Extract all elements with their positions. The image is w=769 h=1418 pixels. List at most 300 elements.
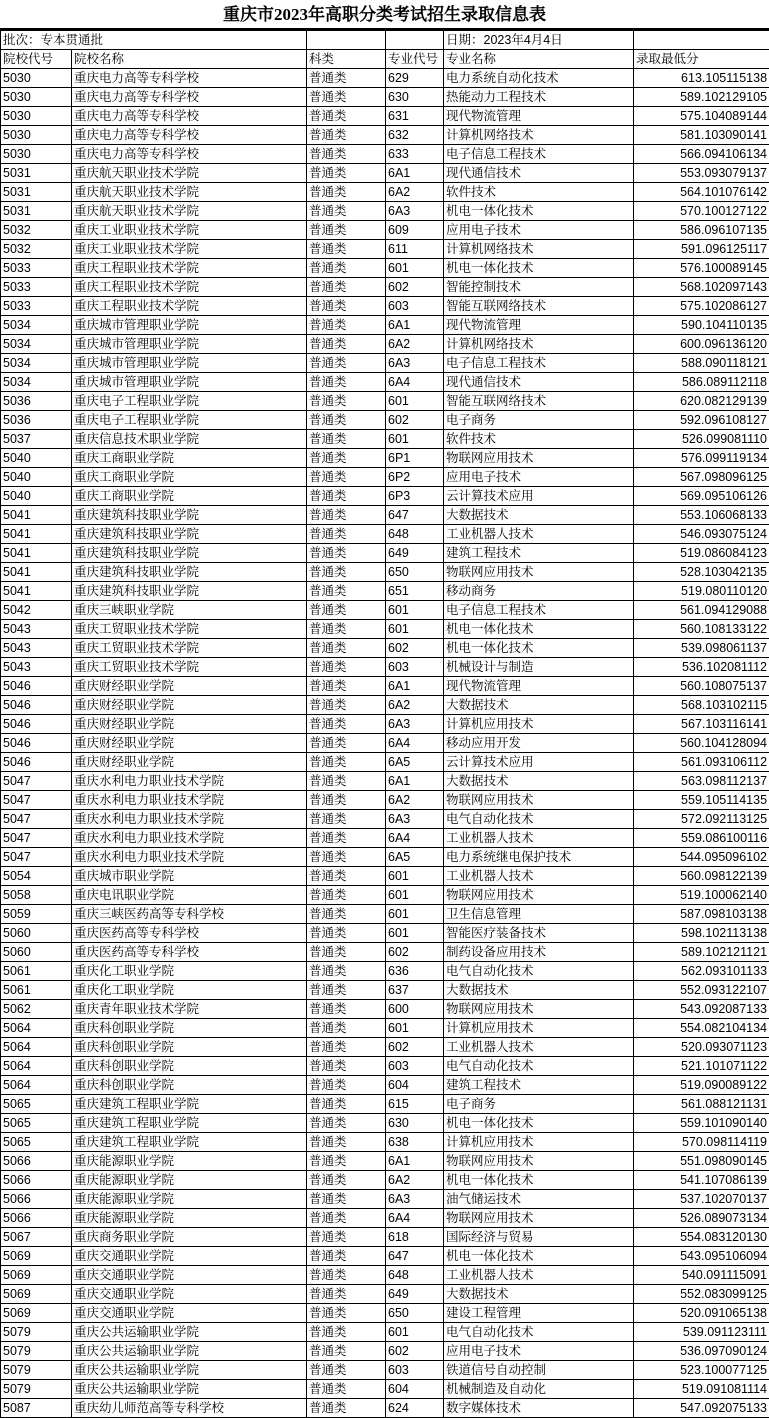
table-row xyxy=(1,1114,769,1133)
table-row xyxy=(1,962,769,981)
cell-school_name: 重庆交通职业学院 xyxy=(72,1247,307,1266)
cell-major_code: 601 xyxy=(386,620,444,639)
cell-school_name: 重庆工程职业技术学院 xyxy=(72,297,307,316)
cell-min_score: 575.102086127 xyxy=(634,297,769,316)
cell-major_name: 计算机网络技术 xyxy=(444,335,634,354)
cell-school_name: 重庆电力高等专科学校 xyxy=(72,107,307,126)
cell-min_score: 554.082104134 xyxy=(634,1019,769,1038)
cell-min_score: 559.086100116 xyxy=(634,829,769,848)
cell-major_code: 6A1 xyxy=(386,772,444,791)
date-label: 日期：2023年4月4日 xyxy=(444,31,634,50)
cell-major_code: 629 xyxy=(386,69,444,88)
cell-major_name: 现代通信技术 xyxy=(444,164,634,183)
cell-category: 普通类 xyxy=(307,335,386,354)
cell-major_code: 6A1 xyxy=(386,164,444,183)
table-row xyxy=(1,1209,769,1228)
cell-school_code: 5069 xyxy=(1,1285,72,1304)
cell-min_score: 590.104110135 xyxy=(634,316,769,335)
cell-major_name: 国际经济与贸易 xyxy=(444,1228,634,1247)
cell-school_code: 5046 xyxy=(1,715,72,734)
table-row xyxy=(1,1133,769,1152)
table-row xyxy=(1,221,769,240)
table-row xyxy=(1,1304,769,1323)
cell-school_code: 5033 xyxy=(1,297,72,316)
cell-category: 普通类 xyxy=(307,221,386,240)
cell-school_code: 5064 xyxy=(1,1057,72,1076)
cell-school_name: 重庆电子工程职业学院 xyxy=(72,411,307,430)
cell-major_code: 602 xyxy=(386,1038,444,1057)
cell-major_code: 638 xyxy=(386,1133,444,1152)
table-row xyxy=(1,734,769,753)
table-row xyxy=(1,639,769,658)
cell-major_name: 移动商务 xyxy=(444,582,634,601)
cell-min_score: 519.100062140 xyxy=(634,886,769,905)
cell-school_name: 重庆工程职业技术学院 xyxy=(72,278,307,297)
cell-major_name: 计算机网络技术 xyxy=(444,240,634,259)
cell-school_code: 5054 xyxy=(1,867,72,886)
cell-category: 普通类 xyxy=(307,544,386,563)
table-row xyxy=(1,544,769,563)
cell-major_name: 电力系统自动化技术 xyxy=(444,69,634,88)
table-row xyxy=(1,1247,769,1266)
table-row xyxy=(1,943,769,962)
cell-min_score: 589.102129105 xyxy=(634,88,769,107)
cell-category: 普通类 xyxy=(307,1095,386,1114)
cell-major_name: 智能互联网络技术 xyxy=(444,392,634,411)
cell-category: 普通类 xyxy=(307,715,386,734)
cell-category: 普通类 xyxy=(307,867,386,886)
cell-school_code: 5064 xyxy=(1,1076,72,1095)
cell-major_code: 637 xyxy=(386,981,444,1000)
cell-school_code: 5036 xyxy=(1,411,72,430)
table-row xyxy=(1,487,769,506)
cell-school_name: 重庆电子工程职业学院 xyxy=(72,392,307,411)
cell-school_code: 5064 xyxy=(1,1019,72,1038)
cell-major_code: 6A2 xyxy=(386,1171,444,1190)
cell-category: 普通类 xyxy=(307,145,386,164)
cell-category: 普通类 xyxy=(307,1057,386,1076)
cell-school_code: 5034 xyxy=(1,354,72,373)
cell-school_name: 重庆信息技术职业学院 xyxy=(72,430,307,449)
cell-school_code: 5047 xyxy=(1,810,72,829)
table-row xyxy=(1,449,769,468)
cell-major_name: 物联网应用技术 xyxy=(444,563,634,582)
cell-major_code: 6A3 xyxy=(386,1190,444,1209)
cell-school_name: 重庆电力高等专科学校 xyxy=(72,88,307,107)
cell-school_name: 重庆航天职业技术学院 xyxy=(72,164,307,183)
cell-category: 普通类 xyxy=(307,639,386,658)
cell-major_name: 云计算技术应用 xyxy=(444,753,634,772)
cell-major_name: 软件技术 xyxy=(444,183,634,202)
cell-major_name: 移动应用开发 xyxy=(444,734,634,753)
cell-major_name: 工业机器人技术 xyxy=(444,525,634,544)
cell-major_code: 631 xyxy=(386,107,444,126)
cell-major_code: 602 xyxy=(386,278,444,297)
cell-category: 普通类 xyxy=(307,601,386,620)
cell-category: 普通类 xyxy=(307,791,386,810)
cell-category: 普通类 xyxy=(307,962,386,981)
cell-school_name: 重庆水利电力职业技术学院 xyxy=(72,848,307,867)
table-row xyxy=(1,1266,769,1285)
cell-min_score: 541.107086139 xyxy=(634,1171,769,1190)
cell-school_name: 重庆城市管理职业学院 xyxy=(72,373,307,392)
table-row xyxy=(1,468,769,487)
cell-category: 普通类 xyxy=(307,430,386,449)
cell-category: 普通类 xyxy=(307,981,386,1000)
cell-school_code: 5033 xyxy=(1,278,72,297)
cell-school_name: 重庆科创职业学院 xyxy=(72,1019,307,1038)
cell-school_code: 5043 xyxy=(1,658,72,677)
cell-major_code: 601 xyxy=(386,924,444,943)
table-row xyxy=(1,259,769,278)
cell-school_name: 重庆能源职业学院 xyxy=(72,1171,307,1190)
column-header-school_name: 院校名称 xyxy=(72,50,307,69)
cell-min_score: 552.093122107 xyxy=(634,981,769,1000)
cell-major_code: 601 xyxy=(386,430,444,449)
cell-category: 普通类 xyxy=(307,848,386,867)
cell-school_name: 重庆工商职业学院 xyxy=(72,487,307,506)
cell-major_code: 632 xyxy=(386,126,444,145)
cell-school_name: 重庆建筑科技职业学院 xyxy=(72,563,307,582)
cell-major_name: 大数据技术 xyxy=(444,696,634,715)
cell-major_name: 工业机器人技术 xyxy=(444,867,634,886)
cell-major_code: 602 xyxy=(386,943,444,962)
cell-min_score: 568.102097143 xyxy=(634,278,769,297)
cell-major_code: 6A4 xyxy=(386,373,444,392)
cell-category: 普通类 xyxy=(307,1152,386,1171)
cell-major_code: 648 xyxy=(386,525,444,544)
table-row xyxy=(1,620,769,639)
table-row xyxy=(1,278,769,297)
cell-school_name: 重庆医药高等专科学校 xyxy=(72,943,307,962)
cell-school_code: 5042 xyxy=(1,601,72,620)
cell-school_code: 5060 xyxy=(1,924,72,943)
table-row xyxy=(1,506,769,525)
cell-school_name: 重庆公共运输职业学院 xyxy=(72,1380,307,1399)
cell-category: 普通类 xyxy=(307,164,386,183)
cell-min_score: 547.092075133 xyxy=(634,1399,769,1418)
cell-min_score: 536.097090124 xyxy=(634,1342,769,1361)
cell-min_score: 552.083099125 xyxy=(634,1285,769,1304)
cell-major_name: 云计算技术应用 xyxy=(444,487,634,506)
cell-school_code: 5030 xyxy=(1,145,72,164)
cell-category: 普通类 xyxy=(307,126,386,145)
cell-school_code: 5040 xyxy=(1,487,72,506)
cell-major_code: 630 xyxy=(386,88,444,107)
cell-major_code: 6A5 xyxy=(386,848,444,867)
cell-major_code: 630 xyxy=(386,1114,444,1133)
cell-school_code: 5041 xyxy=(1,582,72,601)
cell-category: 普通类 xyxy=(307,1285,386,1304)
cell-major_name: 计算机应用技术 xyxy=(444,1019,634,1038)
table-row xyxy=(1,1399,769,1418)
cell-min_score: 536.102081112 xyxy=(634,658,769,677)
cell-min_score: 519.090089122 xyxy=(634,1076,769,1095)
cell-min_score: 569.095106126 xyxy=(634,487,769,506)
cell-category: 普通类 xyxy=(307,924,386,943)
cell-category: 普通类 xyxy=(307,411,386,430)
cell-school_code: 5043 xyxy=(1,639,72,658)
cell-major_name: 机电一体化技术 xyxy=(444,1247,634,1266)
cell-min_score: 523.100077125 xyxy=(634,1361,769,1380)
cell-school_name: 重庆水利电力职业技术学院 xyxy=(72,791,307,810)
cell-school_code: 5046 xyxy=(1,734,72,753)
cell-school_code: 5034 xyxy=(1,335,72,354)
cell-min_score: 560.098122139 xyxy=(634,867,769,886)
cell-school_name: 重庆建筑科技职业学院 xyxy=(72,525,307,544)
cell-school_name: 重庆科创职业学院 xyxy=(72,1057,307,1076)
cell-category: 普通类 xyxy=(307,1323,386,1342)
cell-category: 普通类 xyxy=(307,506,386,525)
cell-school_name: 重庆三峡职业学院 xyxy=(72,601,307,620)
cell-min_score: 560.108075137 xyxy=(634,677,769,696)
table-row xyxy=(1,1323,769,1342)
cell-school_name: 重庆建筑科技职业学院 xyxy=(72,544,307,563)
cell-school_name: 重庆财经职业学院 xyxy=(72,715,307,734)
table-row xyxy=(1,1038,769,1057)
cell-school_name: 重庆航天职业技术学院 xyxy=(72,183,307,202)
cell-major_name: 电力系统继电保护技术 xyxy=(444,848,634,867)
cell-major_code: 6A3 xyxy=(386,715,444,734)
cell-school_name: 重庆财经职业学院 xyxy=(72,753,307,772)
cell-school_code: 5065 xyxy=(1,1114,72,1133)
cell-school_name: 重庆工程职业技术学院 xyxy=(72,259,307,278)
cell-major_code: 649 xyxy=(386,1285,444,1304)
cell-major_code: 601 xyxy=(386,392,444,411)
cell-category: 普通类 xyxy=(307,943,386,962)
cell-category: 普通类 xyxy=(307,696,386,715)
cell-major_name: 机电一体化技术 xyxy=(444,1171,634,1190)
cell-category: 普通类 xyxy=(307,620,386,639)
table-row xyxy=(1,392,769,411)
cell-category: 普通类 xyxy=(307,468,386,487)
table-row xyxy=(1,183,769,202)
cell-category: 普通类 xyxy=(307,354,386,373)
cell-major_name: 物联网应用技术 xyxy=(444,886,634,905)
cell-school_code: 5046 xyxy=(1,753,72,772)
cell-major_name: 现代物流管理 xyxy=(444,107,634,126)
cell-major_code: 647 xyxy=(386,1247,444,1266)
cell-min_score: 567.103116141 xyxy=(634,715,769,734)
cell-school_code: 5031 xyxy=(1,202,72,221)
cell-min_score: 539.091123111 xyxy=(634,1323,769,1342)
cell-school_name: 重庆工业职业技术学院 xyxy=(72,240,307,259)
cell-min_score: 613.105115138 xyxy=(634,69,769,88)
cell-major_code: 6A1 xyxy=(386,316,444,335)
cell-min_score: 567.098096125 xyxy=(634,468,769,487)
cell-min_score: 576.099119134 xyxy=(634,449,769,468)
cell-school_name: 重庆航天职业技术学院 xyxy=(72,202,307,221)
cell-major_code: 6P2 xyxy=(386,468,444,487)
cell-school_code: 5087 xyxy=(1,1399,72,1418)
cell-major_code: 6A1 xyxy=(386,677,444,696)
cell-major_name: 机电一体化技术 xyxy=(444,620,634,639)
cell-min_score: 563.098112137 xyxy=(634,772,769,791)
cell-major_code: 601 xyxy=(386,1323,444,1342)
cell-category: 普通类 xyxy=(307,259,386,278)
cell-category: 普通类 xyxy=(307,373,386,392)
cell-min_score: 588.090118121 xyxy=(634,354,769,373)
cell-school_code: 5041 xyxy=(1,563,72,582)
cell-major_code: 6A2 xyxy=(386,183,444,202)
cell-major_code: 611 xyxy=(386,240,444,259)
cell-major_code: 6A2 xyxy=(386,791,444,810)
cell-school_code: 5047 xyxy=(1,829,72,848)
cell-min_score: 587.098103138 xyxy=(634,905,769,924)
cell-major_code: 615 xyxy=(386,1095,444,1114)
table-row xyxy=(1,715,769,734)
cell-category: 普通类 xyxy=(307,1038,386,1057)
cell-major_name: 物联网应用技术 xyxy=(444,1152,634,1171)
cell-min_score: 586.096107135 xyxy=(634,221,769,240)
cell-major_code: 6A3 xyxy=(386,810,444,829)
cell-major_name: 物联网应用技术 xyxy=(444,1000,634,1019)
cell-school_code: 5034 xyxy=(1,316,72,335)
cell-category: 普通类 xyxy=(307,392,386,411)
cell-min_score: 553.106068133 xyxy=(634,506,769,525)
cell-category: 普通类 xyxy=(307,240,386,259)
cell-school_code: 5079 xyxy=(1,1361,72,1380)
cell-major_code: 604 xyxy=(386,1076,444,1095)
cell-category: 普通类 xyxy=(307,1076,386,1095)
cell-major_name: 电子信息工程技术 xyxy=(444,145,634,164)
table-row xyxy=(1,981,769,1000)
cell-min_score: 559.101090140 xyxy=(634,1114,769,1133)
cell-major_name: 机电一体化技术 xyxy=(444,639,634,658)
cell-min_score: 526.089073134 xyxy=(634,1209,769,1228)
cell-major_code: 6A4 xyxy=(386,829,444,848)
cell-category: 普通类 xyxy=(307,107,386,126)
cell-min_score: 561.088121131 xyxy=(634,1095,769,1114)
table-row xyxy=(1,1171,769,1190)
cell-school_name: 重庆建筑工程职业学院 xyxy=(72,1114,307,1133)
cell-category: 普通类 xyxy=(307,1342,386,1361)
cell-major_name: 智能医疗装备技术 xyxy=(444,924,634,943)
cell-school_code: 5061 xyxy=(1,981,72,1000)
cell-major_code: 6A4 xyxy=(386,734,444,753)
cell-major_code: 601 xyxy=(386,259,444,278)
cell-school_code: 5040 xyxy=(1,449,72,468)
cell-school_code: 5040 xyxy=(1,468,72,487)
cell-min_score: 520.093071123 xyxy=(634,1038,769,1057)
cell-school_name: 重庆财经职业学院 xyxy=(72,677,307,696)
table-row xyxy=(1,335,769,354)
cell-school_name: 重庆城市管理职业学院 xyxy=(72,335,307,354)
cell-school_code: 5031 xyxy=(1,183,72,202)
table-row xyxy=(1,525,769,544)
cell-category: 普通类 xyxy=(307,1209,386,1228)
cell-major_name: 电气自动化技术 xyxy=(444,962,634,981)
cell-school_code: 5066 xyxy=(1,1209,72,1228)
cell-category: 普通类 xyxy=(307,1019,386,1038)
cell-major_code: 648 xyxy=(386,1266,444,1285)
cell-school_code: 5037 xyxy=(1,430,72,449)
cell-major_code: 6A5 xyxy=(386,753,444,772)
cell-major_code: 600 xyxy=(386,1000,444,1019)
cell-school_code: 5069 xyxy=(1,1304,72,1323)
cell-school_code: 5047 xyxy=(1,848,72,867)
table-row xyxy=(1,1057,769,1076)
cell-min_score: 570.100127122 xyxy=(634,202,769,221)
cell-major_name: 卫生信息管理 xyxy=(444,905,634,924)
cell-school_name: 重庆电力高等专科学校 xyxy=(72,69,307,88)
cell-school_code: 5043 xyxy=(1,620,72,639)
table-row xyxy=(1,1285,769,1304)
cell-school_code: 5031 xyxy=(1,164,72,183)
cell-major_name: 制药设备应用技术 xyxy=(444,943,634,962)
cell-school_name: 重庆幼儿师范高等专科学校 xyxy=(72,1399,307,1418)
cell-school_code: 5041 xyxy=(1,506,72,525)
table-row xyxy=(1,829,769,848)
cell-school_name: 重庆工贸职业技术学院 xyxy=(72,639,307,658)
cell-min_score: 559.105114135 xyxy=(634,791,769,810)
cell-category: 普通类 xyxy=(307,449,386,468)
table-row xyxy=(1,1095,769,1114)
cell-major_code: 603 xyxy=(386,1057,444,1076)
cell-min_score: 598.102113138 xyxy=(634,924,769,943)
cell-category: 普通类 xyxy=(307,1361,386,1380)
cell-major_code: 6A2 xyxy=(386,335,444,354)
cell-school_name: 重庆工业职业技术学院 xyxy=(72,221,307,240)
cell-min_score: 543.092087133 xyxy=(634,1000,769,1019)
cell-major_name: 热能动力工程技术 xyxy=(444,88,634,107)
cell-school_code: 5046 xyxy=(1,677,72,696)
cell-major_code: 601 xyxy=(386,886,444,905)
cell-school_name: 重庆能源职业学院 xyxy=(72,1190,307,1209)
cell-min_score: 537.102070137 xyxy=(634,1190,769,1209)
table-row xyxy=(1,886,769,905)
cell-category: 普通类 xyxy=(307,1266,386,1285)
table-row xyxy=(1,430,769,449)
cell-category: 普通类 xyxy=(307,1133,386,1152)
cell-min_score: 576.100089145 xyxy=(634,259,769,278)
cell-min_score: 561.094129088 xyxy=(634,601,769,620)
cell-major_code: 6A2 xyxy=(386,696,444,715)
table-row xyxy=(1,126,769,145)
cell-min_score: 591.096125117 xyxy=(634,240,769,259)
cell-major_name: 电气自动化技术 xyxy=(444,1057,634,1076)
cell-school_code: 5079 xyxy=(1,1380,72,1399)
cell-min_score: 551.098090145 xyxy=(634,1152,769,1171)
cell-min_score: 554.083120130 xyxy=(634,1228,769,1247)
cell-major_name: 现代物流管理 xyxy=(444,677,634,696)
cell-school_code: 5030 xyxy=(1,69,72,88)
cell-min_score: 543.095106094 xyxy=(634,1247,769,1266)
cell-major_name: 油气储运技术 xyxy=(444,1190,634,1209)
table-row xyxy=(1,848,769,867)
cell-major_code: 602 xyxy=(386,639,444,658)
page-title: 重庆市2023年高职分类考试招生录取信息表 xyxy=(223,6,546,23)
table-row xyxy=(1,810,769,829)
cell-major_name: 大数据技术 xyxy=(444,772,634,791)
cell-school_code: 5069 xyxy=(1,1247,72,1266)
cell-major_code: 601 xyxy=(386,905,444,924)
cell-major_code: 6P3 xyxy=(386,487,444,506)
cell-min_score: 540.091115091 xyxy=(634,1266,769,1285)
cell-school_code: 5041 xyxy=(1,525,72,544)
cell-min_score: 528.103042135 xyxy=(634,563,769,582)
cell-min_score: 553.093079137 xyxy=(634,164,769,183)
cell-category: 普通类 xyxy=(307,677,386,696)
meta-row xyxy=(1,31,769,50)
cell-category: 普通类 xyxy=(307,1304,386,1323)
cell-major_code: 649 xyxy=(386,544,444,563)
meta-spacer-score xyxy=(634,31,769,50)
cell-major_name: 电子信息工程技术 xyxy=(444,354,634,373)
cell-school_name: 重庆财经职业学院 xyxy=(72,734,307,753)
table-row xyxy=(1,1228,769,1247)
cell-school_name: 重庆公共运输职业学院 xyxy=(72,1361,307,1380)
